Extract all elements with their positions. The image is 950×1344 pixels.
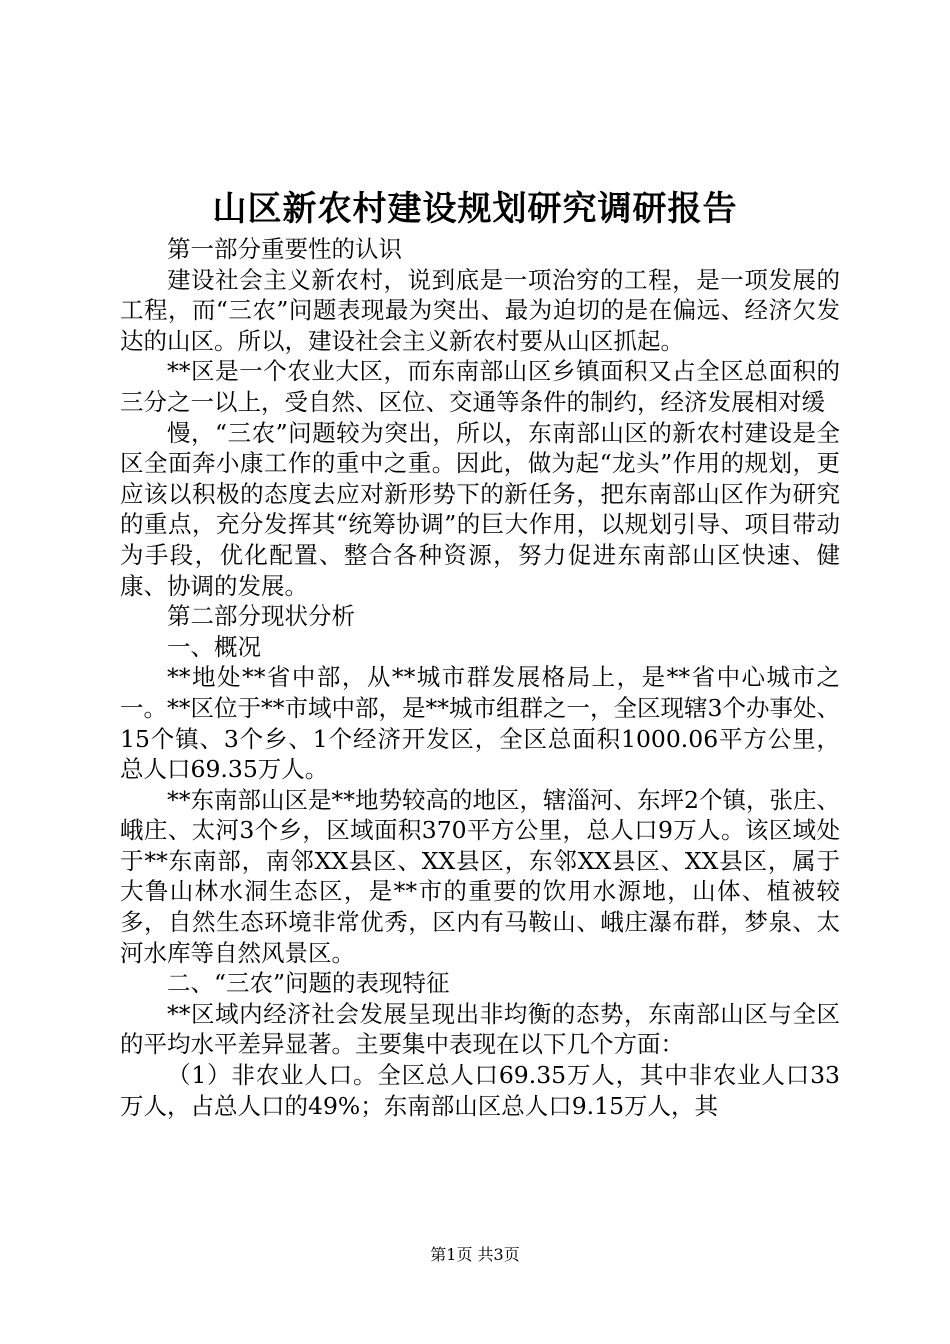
- paragraph: 慢，“三农”问题较为突出，所以，东南部山区的新农村建设是全区全面奔小康工作的重中之重。因此，做为起“龙头”作用的规划，更应该以积极的态度去应对新形势下的新任务，把东南部山区作为研究的重点，充分发挥其“统筹协调”的巨大作用，以规划引导、项目带动为手段，优化配置、整合各种资源，努力促进东南部山区快速、健康、协调的发展。: [120, 418, 840, 600]
- subsection-heading: 一、概况: [167, 632, 261, 661]
- subsection-heading: 二、“三农”问题的表现特征: [167, 969, 450, 998]
- section-heading-1: 第一部分重要性的认识: [167, 235, 402, 263]
- paragraph: **区是一个农业大区，而东南部山区乡镇面积又占全区总面积的三分之一以上，受自然、区位、交通等条件的制约，经济发展相对缓: [120, 357, 840, 416]
- paragraph: （1）非农业人口。全区总人口69.35万人，其中非农业人口33万人，占总人口的49%；东南部山区总人口9.15万人，其: [120, 1061, 840, 1120]
- document-title: 山区新农村建设规划研究调研报告: [212, 189, 738, 229]
- paragraph: **东南部山区是**地势较高的地区，辖淄河、东坪2个镇，张庄、峨庄、太河3个乡，区域面积370平方公里，总人口9万人。该区域处于**东南部，南邻XX县区、XX县区，东邻XX县区、XX县区，属于大鲁山林水洞生态区，是**市的重要的饮用水源地，山体、植被较多，自然生态环境非常优秀，区内有马鞍山、峨庄瀑布群，梦泉、太河水库等自然风景区。: [120, 785, 840, 967]
- paragraph: **区域内经济社会发展呈现出非均衡的态势，东南部山区与全区的平均水平差异显著。主要集中表现在以下几个方面：: [120, 999, 840, 1059]
- section-heading-2: 第二部分现状分析: [167, 602, 355, 631]
- document-body: [120, 234, 840, 1121]
- paragraph: 建设社会主义新农村，说到底是一项治穷的工程，是一项发展的工程，而“三农”问题表现最为突出、最为迫切的是在偏远、经济欠发达的山区。所以，建设社会主义新农村要从山区抓起。: [120, 265, 840, 355]
- page-number-footer: 第1页 共3页: [430, 1245, 520, 1264]
- paragraph: **地处**省中部，从**城市群发展格局上，是**省中心城市之一。**区位于**市域中部，是**城市组群之一，全区现辖3个办事处、15个镇、3个乡、1个经济开发区，全区总面积1000.06平方公里，总人口69.35万人。: [120, 663, 840, 784]
